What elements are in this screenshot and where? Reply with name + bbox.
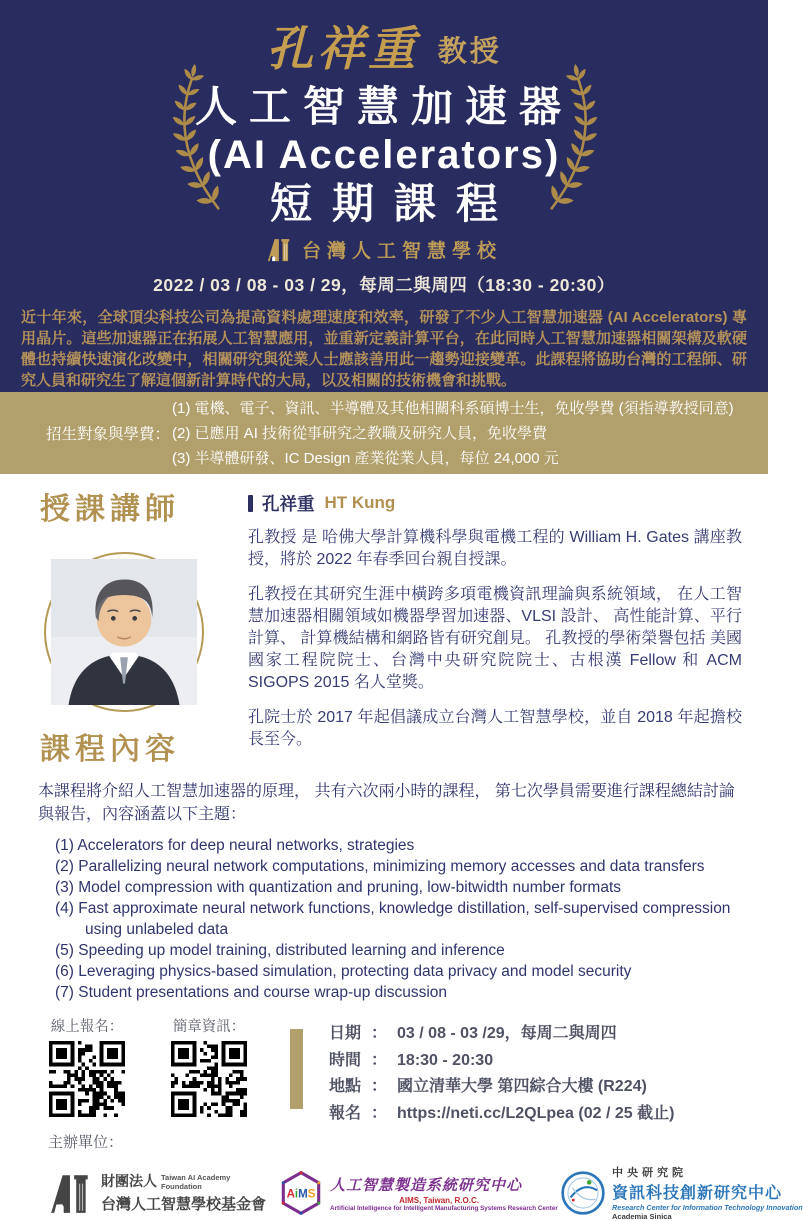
detail-row-date: 日期 ： 03 / 08 - 03 /29，每周二與周四 (329, 1025, 617, 1042)
lecturer-name-en: HT Kung (324, 493, 396, 512)
tuition-band (0, 392, 768, 474)
organizers-footer (0, 1121, 803, 1221)
lecturer-photo (44, 552, 204, 712)
org-aims-center (278, 1170, 558, 1216)
laurel-right-icon (532, 44, 620, 230)
event-details (329, 1021, 674, 1121)
org2-en-name: Artificial Intelligence for Intelligent Manufacturing Systems Research Center (330, 1204, 558, 1212)
org2-subtitle: AIMS, Taiwan, R.O.C. (399, 1195, 479, 1205)
course-title-en: (AI Accelerators) (207, 133, 561, 177)
school-name: 台灣人工智慧學校 (301, 241, 502, 262)
tuition-item-1: (1) 電機、電子、資訊、半導體及其他相關科系碩博士生，免收學費 (須指導教授同意) (172, 399, 734, 417)
lecturer-bio-paragraph-1: 孔教授 是 哈佛大學計算機科學與電機工程的 William H. Gates 講座教授，將於 2022 年春季回台親自授課。 (248, 529, 742, 568)
course-topic-5: (5) Speeding up model training, distributed learning and inference (55, 942, 505, 959)
online-registration-label: 線上報名： (50, 1019, 124, 1035)
org3-name: 資訊科技創新研究中心 (612, 1185, 783, 1202)
professor-name: 孔祥重 (266, 24, 420, 76)
org3-en-name: Research Center for Information Technology Innovation (612, 1203, 803, 1212)
registration-qr-code (49, 1041, 125, 1117)
taiwan-ai-academy-foundation-logo-icon (48, 1170, 94, 1216)
course-topic-list (55, 835, 744, 1003)
school-line (0, 236, 768, 263)
lecturer-bio-paragraph-3: 孔院士於 2017 年起倡議成立台灣人工智慧學校，並自 2018 年起擔校長至今。 (248, 709, 742, 748)
course-topic-7: (7) Student presentations and course wrap-up discussion (55, 984, 448, 1001)
lecturer-name-zh: 孔祥重 (262, 493, 315, 514)
brochure-qr-code (171, 1041, 247, 1117)
course-topic-6: (6) Leveraging physics-based simulation, protecting data privacy and model security (55, 963, 632, 980)
course-topic-2: (2) Parallelizing neural network computations, minimizing memory accesses and data transfers (55, 858, 705, 875)
course-topic-3: (3) Model compression with quantization and pruning, low-bitwidth number formats (55, 879, 622, 896)
course-title-type: 短期課程 (269, 180, 518, 227)
professor-line (0, 22, 768, 78)
tuition-items (172, 396, 734, 471)
lecturer-section-title: 授課講師 (40, 493, 180, 526)
course-topic-4: (4) Fast approximate neural network functions, knowledge distillation, self-supervised compression using unlabeled data (55, 900, 731, 938)
aims-badge-text: AiMS (286, 1187, 316, 1200)
org-academia-sinica-citi (560, 1164, 803, 1221)
schedule-line: 2022 / 03 / 08 - 03 / 29，每周二與周四（18:30 - 20:30） (153, 275, 615, 295)
tuition-label: 招生對象與學費： (46, 426, 171, 443)
course-title-zh: 人工智慧加速器 (194, 83, 573, 130)
main-content (0, 474, 768, 1003)
org-taiwan-ai-academy (48, 1170, 266, 1216)
course-description: 本課程將介紹人工智慧加速器的原理， 共有六次兩小時的課程， 第七次學員需要進行課程總結討論與報告，內容涵蓋以下主題： (38, 783, 735, 823)
org1-en-name: Taiwan AI Academy Foundation (161, 1173, 231, 1191)
gold-divider (290, 1029, 303, 1109)
detail-row-time: 時間 ： 18:30 - 20:30 (329, 1051, 494, 1069)
course-intro-paragraph: 近十年來，全球頂尖科技公司為提高資料處理速度和效率，研發了不少人工智慧加速器 (AI Accelerators) 專用晶片。這些加速器正在拓展人工智慧應用，並重新定義計算平台，在此同時人工智慧加速器相關架構及軟硬體也持續快速演化改變中，相關研究與從業人士應該善用此一趨勢迎接變革。此課程將協助台灣的工程師、研究人員和研究生了解這個新計算時代的大局，以及相關的技術機會和挑戰。 (21, 309, 747, 389)
detail-row-location: 地點 ： 國立清華大學 第四綜合大樓 (R224) (329, 1078, 647, 1095)
taiwan-ai-academy-logo-icon (266, 237, 293, 262)
registration-section (0, 1003, 768, 1121)
laurel-left-icon (150, 44, 238, 230)
academia-sinica-seal-icon (560, 1170, 606, 1216)
org3-parent: 中央研究院 (612, 1167, 688, 1179)
org1-name: 台灣人工智慧學校基金會 (101, 1196, 267, 1213)
org1-prefix: 財團法人 (101, 1173, 157, 1189)
professor-title: 教授 (437, 36, 502, 68)
org2-name: 人工智慧製造系統研究中心 (330, 1176, 523, 1194)
course-topic-1: (1) Accelerators for deep neural networks, strategies (55, 837, 415, 854)
detail-row-signup-url: 報名 ： https://neti.cc/L2QLpea (02 / 25 截止) (329, 1104, 675, 1122)
tuition-item-3: (3) 半導體研發、IC Design 產業從業人員，每位 24,000 元 (172, 449, 559, 467)
org3-parent-en: Academia Sinica (612, 1212, 672, 1221)
lecturer-avatar-graphic (51, 559, 197, 705)
hero-header (0, 0, 768, 392)
lecturer-bio-paragraph-2: 孔教授在其研究生涯中橫跨多項電機資訊理論與系統領域， 在人工智慧加速器相關領域如機器學習加速器、VLSI 設計、 高性能計算、平行計算、 計算機結構和網路皆有研究創見。 孔教授的學術榮譽包括 美國國家工程院院士、台灣中央研究院院士、古根漢 Fellow 和 ACM SIGOPS 2015 名人堂獎。 (248, 586, 742, 691)
organizers-label: 主辦單位： (48, 1134, 124, 1151)
tuition-item-2: (2) 已應用 AI 技術從事研究之教職及研究人員，免收學費 (172, 424, 548, 442)
name-accent-bar (248, 495, 253, 512)
aims-hexagon-logo-icon (278, 1170, 324, 1216)
course-section-title: 課程內容 (40, 733, 180, 766)
brochure-info-label: 簡章資訊： (172, 1019, 246, 1035)
